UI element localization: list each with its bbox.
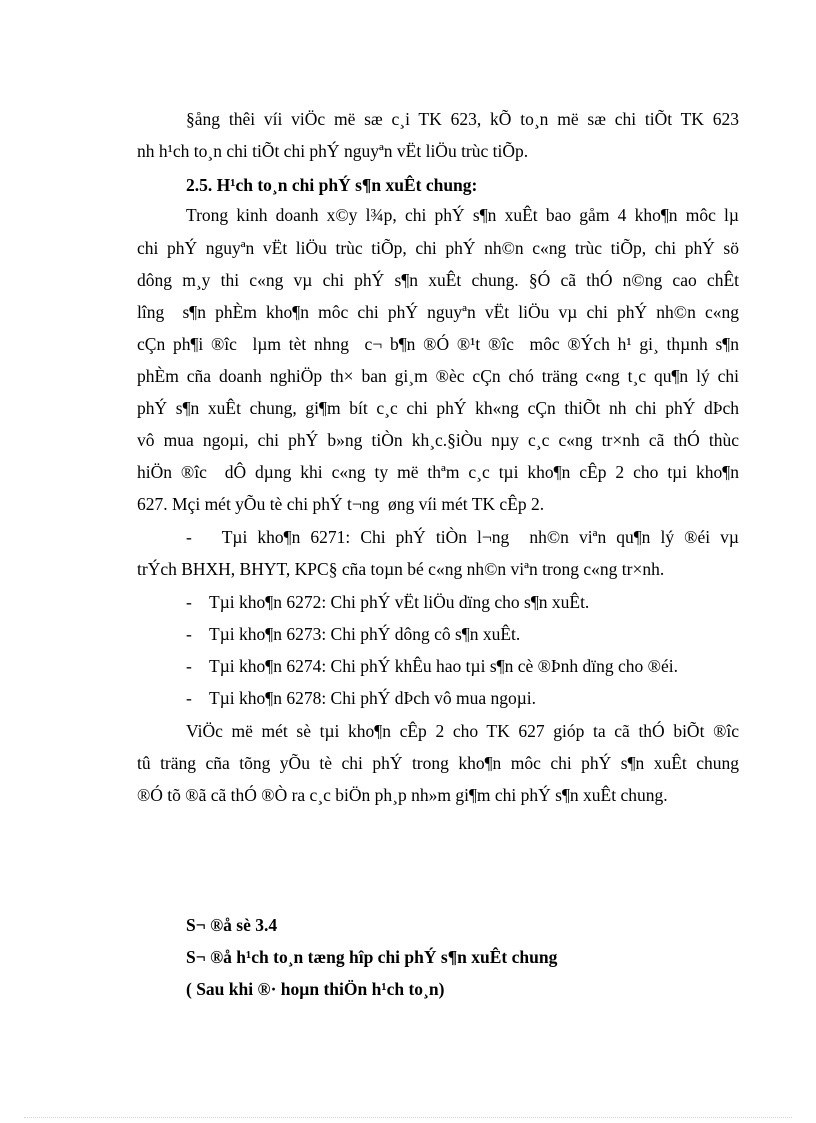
paragraph-1-line-1: §ång thêi víi viÖc më sæ c¸i TK 623, kÕ to¸n më sæ chi tiÕt TK 623 — [186, 109, 739, 129]
paragraph-2-line-8: vô mua ngoµi, chi phÝ b»ng tiÒn kh¸c.§iÒu nµy c¸c c«ng tr×nh cã thÓ thùc — [137, 430, 739, 450]
paragraph-4-line-3: ®Ó tõ ®ã cã thÓ ®Ò ra c¸c biÖn ph¸p nh»m gi¶m chi phÝ s¶n xuÊt chung. — [137, 785, 668, 805]
paragraph-1-line-2: nh h¹ch to¸n chi tiÕt chi phÝ nguyªn vËt liÖu trùc tiÕp. — [137, 141, 529, 161]
diagram-number: S¬ ®å sè 3.4 — [186, 915, 278, 935]
bullet-dash: - — [186, 656, 192, 676]
paragraph-2-line-9: hiÖn ®îc dÔ dµng khi c«ng ty më thªm c¸c tµi kho¶n cÊp 2 cho tµi kho¶n — [137, 462, 739, 482]
paragraph-2-line-5: cÇn ph¶i ®îc lµm tèt nhng c¬ b¶n ®Ó ®¹t ®îc môc ®Ých h¹ gi¸ thµnh s¶n — [137, 334, 739, 354]
paragraph-2-line-7: phÝ s¶n xuÊt chung, gi¶m bít c¸c chi phÝ kh«ng cÇn thiÕt nh chi phÝ dÞch — [137, 398, 739, 418]
paragraph-2-line-3: dông m¸y thi c«ng vµ chi phÝ s¶n xuÊt chung. §Ó cã thÓ n©ng cao chÊt — [137, 270, 739, 290]
section-heading: 2.5. H¹ch to¸n chi phÝ s¶n xuÊt chung: — [186, 175, 478, 195]
bullet-item-6272: Tµi kho¶n 6272: Chi phÝ vËt liÖu dïng cho s¶n xuÊt. — [209, 592, 590, 612]
bullet-item-6274: Tµi kho¶n 6274: Chi phÝ khÊu hao tµi s¶n cè ®Þnh dïng cho ®éi. — [209, 656, 678, 676]
paragraph-4-line-2: tû träng cña tõng yÕu tè chi phÝ trong kho¶n môc chi phÝ s¶n xuÊt chung — [137, 753, 739, 773]
paragraph-3-line-2: trÝch BHXH, BHYT, KPC§ cña toµn bé c«ng nh©n viªn trong c«ng tr×nh. — [137, 559, 665, 579]
paragraph-2-line-6: phÈm cña doanh nghiÖp th× ban gi¸m ®èc cÇn chó träng c«ng t¸c qu¶n lý chi — [137, 366, 739, 386]
bullet-item-6278: Tµi kho¶n 6278: Chi phÝ dÞch vô mua ngoµi. — [209, 688, 537, 708]
bullet-dash: - — [186, 592, 192, 612]
page-bottom-rule — [24, 1117, 792, 1118]
bullet-dash: - — [186, 624, 192, 644]
bullet-item-6273: Tµi kho¶n 6273: Chi phÝ dông cô s¶n xuÊt. — [209, 624, 521, 644]
diagram-title: S¬ ®å h¹ch to¸n tæng hîp chi phÝ s¶n xuÊt chung — [186, 947, 558, 967]
diagram-note: ( Sau khi ®· hoµn thiÖn h¹ch to¸n) — [186, 979, 445, 999]
paragraph-2-line-2: chi phÝ nguyªn vËt liÖu trùc tiÕp, chi phÝ nh©n c«ng trùc tiÕp, chi phÝ sö — [137, 238, 739, 258]
paragraph-2-line-10: 627. Mçi mét yÕu tè chi phÝ t¬ng øng víi mét TK cÊp 2. — [137, 494, 545, 514]
paragraph-2-line-4: lîng s¶n phÈm kho¶n môc chi phÝ nguyªn vËt liÖu vµ chi phÝ nh©n c«ng — [137, 302, 739, 322]
paragraph-4-line-1: ViÖc më mét sè tµi kho¶n cÊp 2 cho TK 627 gióp ta cã thÓ biÕt ®îc — [186, 721, 739, 741]
paragraph-2-line-1: Trong kinh doanh x©y l¾p, chi phÝ s¶n xuÊt bao gåm 4 kho¶n môc lµ — [186, 205, 739, 225]
bullet-dash: - — [186, 688, 192, 708]
paragraph-3-line-1: - Tµi kho¶n 6271: Chi phÝ tiÒn l¬ng nh©n viªn qu¶n lý ®éi vµ — [186, 527, 739, 547]
